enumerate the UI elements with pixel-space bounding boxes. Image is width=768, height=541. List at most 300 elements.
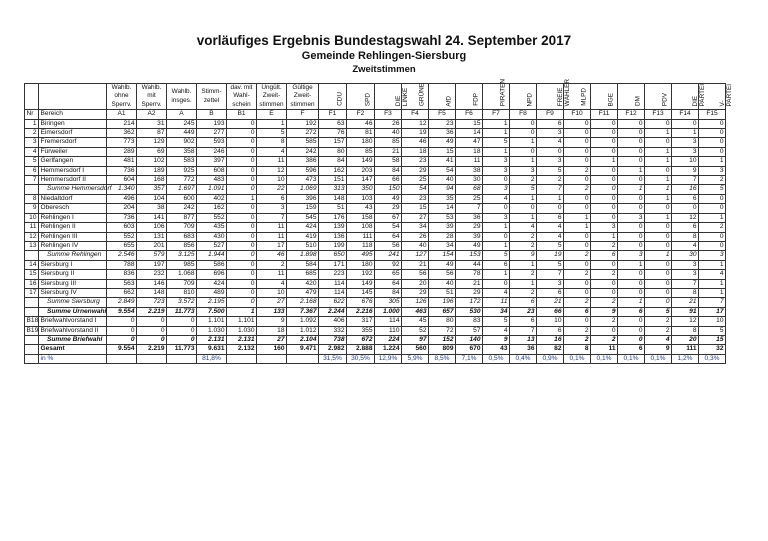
cell-value: 357 [137,185,167,194]
area-name: Oberesch [39,204,107,213]
cell-value: 15 [429,147,456,156]
cell-value: 151 [319,176,347,185]
cell-value: 146 [137,279,167,288]
cell-value: 159 [287,204,319,213]
cell-value: 8 [672,326,699,335]
cell-value: 1 [672,129,699,138]
column-code: F8 [510,110,537,119]
cell-value: 0 [618,204,645,213]
cell-value: 685 [287,270,319,279]
cell-value: 1 [483,223,510,232]
area-name: Summe Urnenwahl [39,307,107,316]
table-row [25,119,726,128]
cell-value: 463 [402,307,429,316]
cell-value: 223 [319,270,347,279]
column-code: F11 [591,110,618,119]
table-row [25,213,726,222]
cell-value: 0 [591,147,618,156]
cell-value: 40 [375,129,402,138]
cell-value: 23 [510,307,537,316]
cell-value: 2.131 [197,335,227,344]
cell-value: 2 [564,335,591,344]
cell-value: 3 [483,185,510,194]
cell-value: 246 [197,147,227,156]
cell-value: 1 [591,157,618,166]
cell-value: 111 [672,345,699,354]
cell-value: 5 [537,166,564,175]
cell-value: 0 [645,119,672,128]
cell-value: 4 [645,335,672,344]
cell-value [227,354,257,363]
cell-value: 596 [287,166,319,175]
area-name: Siersburg I [39,260,107,269]
cell-value: 585 [287,138,319,147]
cell-value: 3 [510,166,537,175]
cell-value: 114 [319,288,347,297]
cell-value: 0 [618,317,645,326]
cell-value: 985 [167,260,197,269]
cell-value: 0 [483,279,510,288]
cell-value: 0 [618,223,645,232]
cell-value: 40 [402,241,429,250]
cell-value: 0 [510,147,537,156]
cell-value: 0 [618,176,645,185]
cell-value: 108 [347,223,375,232]
cell-value: 3 [618,213,645,222]
table-row [25,138,726,147]
table-row [25,279,726,288]
cell-value: 3 [618,251,645,260]
row-number [25,345,39,354]
cell-value: 1 [645,129,672,138]
cell-value: 0,9% [537,354,564,363]
column-header: Wahlb. insges. [167,84,197,110]
cell-value: 1 [537,194,564,203]
cell-value: 32 [699,345,726,354]
cell-value: 7 [510,326,537,335]
cell-value: 16 [537,335,564,344]
cell-value: 127 [402,251,429,260]
cell-value: 4 [537,223,564,232]
row-number [25,185,39,194]
cell-value: 1.000 [375,307,402,316]
cell-value: 110 [375,326,402,335]
cell-value: 0 [227,176,257,185]
cell-value: 25 [456,194,483,203]
cell-value: 0 [672,204,699,213]
cell-value: 3 [699,166,726,175]
cell-value: 2.244 [319,307,347,316]
cell-value: 545 [287,213,319,222]
cell-value: 34 [402,223,429,232]
column-header [618,84,645,110]
cell-value: 147 [347,176,375,185]
cell-value: 1 [510,157,537,166]
cell-value: 83 [456,317,483,326]
cell-value: 45 [402,317,429,326]
cell-value: 0 [618,138,645,147]
cell-value: 0 [699,129,726,138]
cell-value: 1 [699,288,726,297]
cell-value: 103 [347,194,375,203]
cell-value: 53 [429,213,456,222]
cell-value: 2.132 [227,345,257,354]
summary-row [25,298,726,307]
column-header [25,84,39,110]
cell-value: 114 [375,317,402,326]
row-number: B19 [26,326,39,334]
cell-value: 65 [375,270,402,279]
column-code: F15 [699,110,726,119]
cell-value: 56 [402,270,429,279]
cell-value: 11 [591,345,618,354]
cell-value: 6 [564,307,591,316]
cell-value: 420 [287,279,319,288]
column-header: Ungült. Zweit-stimmen [257,84,287,110]
cell-value: 3 [483,157,510,166]
cell-value: 489 [197,288,227,297]
cell-value: 608 [197,166,227,175]
cell-value: 4 [257,147,287,156]
area-name: Summe Briefwahl [39,335,107,344]
cell-value: 449 [167,129,197,138]
cell-value: 5 [257,129,287,138]
cell-value: 386 [287,157,319,166]
cell-value: 0 [510,119,537,128]
column-header [510,84,537,110]
column-code: B1 [227,110,257,119]
area-name: Rehlingen III [39,232,107,241]
area-name: Fürweiler [39,147,107,156]
cell-value: 0 [699,194,726,203]
cell-value: 11 [483,298,510,307]
cell-value: 36 [456,213,483,222]
cell-value: 6 [537,119,564,128]
row-number: 3 [25,138,39,147]
cell-value: 12 [402,119,429,128]
party-name: PIRATEN [499,78,507,107]
cell-value: 91 [672,307,699,316]
cell-value: 29 [375,204,402,213]
cell-value: 723 [137,298,167,307]
cell-value: 0 [591,204,618,213]
cell-value: 560 [402,345,429,354]
column-header [375,84,409,110]
summary-row [25,307,726,316]
cell-value: 64 [375,279,402,288]
cell-value: 46 [257,251,287,260]
cell-value: 0 [167,317,197,326]
cell-value: 2 [564,185,591,194]
cell-value: 2.849 [107,298,137,307]
cell-value: 129 [137,138,167,147]
cell-value: 152 [429,335,456,344]
cell-value [287,354,319,363]
cell-value: 1.012 [287,326,319,335]
cell-value: 1 [645,194,672,203]
cell-value: 856 [167,241,197,250]
row-number: B18 [26,317,39,325]
cell-value: 0 [537,204,564,213]
cell-value: 192 [287,119,319,128]
table-row [25,223,726,232]
cell-value: 192 [347,270,375,279]
cell-value: 0 [618,326,645,335]
row-number: 9 [25,204,39,213]
party-name: MLPD [580,88,588,107]
cell-value: 54 [375,223,402,232]
area-name: Eimersdorf [39,129,107,138]
cell-value: 150 [375,185,402,194]
row-number: 5 [25,157,39,166]
column-header: Wahlb. mit Sperrv. [137,84,167,110]
cell-value: 6 [672,194,699,203]
cell-value: 1 [564,213,591,222]
cell-value: 38 [456,166,483,175]
cell-value: 11.773 [167,307,197,316]
cell-value: 9 [645,345,672,354]
cell-value: 809 [429,345,456,354]
cell-value: 8 [672,232,699,241]
cell-value: 1 [645,213,672,222]
cell-value: 6 [537,213,564,222]
cell-value: 0 [645,298,672,307]
cell-value: 3.572 [167,298,197,307]
cell-value: 193 [197,119,227,128]
cell-value: 0 [564,176,591,185]
cell-value: 0 [227,223,257,232]
cell-value: 0 [564,232,591,241]
cell-value: 7 [456,204,483,213]
cell-value: 9 [483,335,510,344]
table-row [25,166,726,175]
cell-value: 0 [591,260,618,269]
cell-value: 9 [510,251,537,260]
cell-value: 1.944 [197,251,227,260]
cell-value: 9 [672,166,699,175]
column-header [456,84,483,110]
cell-value: 5,9% [402,354,429,363]
cell-value: 358 [167,147,197,156]
cell-value: 0 [227,185,257,194]
cell-value: 9.631 [197,345,227,354]
cell-value: 27 [257,298,287,307]
cell-value: 305 [375,298,402,307]
cell-value: 2 [564,166,591,175]
cell-value: 0 [564,138,591,147]
cell-value: 31 [137,119,167,128]
cell-value: 6 [618,345,645,354]
cell-value: 317 [347,317,375,326]
cell-value: 2.219 [137,345,167,354]
cell-value: 14 [456,129,483,138]
cell-value: 8 [672,288,699,297]
cell-value: 0 [618,194,645,203]
cell-value: 0 [107,335,137,344]
column-header: dav. mit Wahl-schein [227,84,257,110]
cell-value: 481 [107,157,137,166]
party-name: BGE [607,92,615,107]
cell-value: 149 [347,157,375,166]
cell-value: 30,5% [347,354,375,363]
column-code: F5 [429,110,456,119]
party-name: DIE LINKE [395,87,409,107]
cell-value: 4 [257,279,287,288]
cell-value: 196 [429,298,456,307]
cell-value: 0 [564,288,591,297]
party-name: FDP [472,93,480,107]
cell-value: 17 [257,241,287,250]
cell-value: 2 [564,251,591,260]
cell-value: 176 [319,213,347,222]
subtitle: Zweitstimmen [352,64,416,75]
area-name: Rehlingen II [39,223,107,232]
cell-value: 69 [137,147,167,156]
cell-value: 149 [347,279,375,288]
table-row [25,317,726,326]
cell-value: 3 [537,279,564,288]
cell-value: 0 [618,241,645,250]
cell-value: 530 [456,307,483,316]
table-row [25,288,726,297]
cell-value: 49 [429,138,456,147]
cell-value: 0 [645,223,672,232]
cell-value: 172 [456,298,483,307]
cell-value: 738 [319,335,347,344]
cell-value: 0 [618,232,645,241]
cell-value: 0,3% [699,354,726,363]
cell-value: 4 [672,241,699,250]
cell-value: 64 [375,232,402,241]
area-name: Summe Hemmersdorf [39,185,107,194]
cell-value: 272 [287,129,319,138]
cell-value: 2 [699,223,726,232]
cell-value: 1 [483,129,510,138]
cell-value: 2.168 [287,298,319,307]
cell-value: 424 [197,279,227,288]
cell-value: 1 [699,213,726,222]
cell-value: 2 [645,317,672,326]
cell-value: 97 [402,335,429,344]
cell-value [137,354,167,363]
cell-value: 1 [227,194,257,203]
cell-value: 0 [591,129,618,138]
cell-value: 496 [107,194,137,203]
cell-value: 0 [618,157,645,166]
cell-value: 2 [591,335,618,344]
cell-value: 419 [287,232,319,241]
column-code: Bereich [39,110,107,119]
cell-value: 1 [510,194,537,203]
cell-value: 168 [137,176,167,185]
cell-value: 655 [107,241,137,250]
cell-value: 1 [618,185,645,194]
cell-value: 189 [137,166,167,175]
cell-value: 0 [537,147,564,156]
cell-value: 0 [227,288,257,297]
cell-value: 40 [429,176,456,185]
cell-value: 41 [429,157,456,166]
cell-value: 0 [564,157,591,166]
cell-value: 242 [167,204,197,213]
cell-value: 0 [227,119,257,128]
cell-value: 0 [591,288,618,297]
cell-value: 0 [591,279,618,288]
cell-value: 141 [137,213,167,222]
cell-value: 773 [107,138,137,147]
table-row [25,129,726,138]
cell-value: 11 [257,232,287,241]
cell-value: 350 [347,185,375,194]
cell-value: 241 [375,251,402,260]
cell-value: 2.982 [319,345,347,354]
cell-value: 52 [402,326,429,335]
cell-value: 2 [510,176,537,185]
cell-value: 0 [564,119,591,128]
cell-value: 199 [319,241,347,250]
party-name: SPD [364,93,371,107]
cell-value: 0 [137,335,167,344]
cell-value: 0 [699,119,726,128]
column-header [672,83,706,110]
cell-value: 0 [672,119,699,128]
column-code: F12 [618,110,645,119]
cell-value: 49 [375,194,402,203]
area-name: Briefwahlvorstand II [39,326,107,335]
cell-value: 925 [167,166,197,175]
cell-value: 201 [137,241,167,250]
cell-value: 19 [402,129,429,138]
cell-value: 2 [564,326,591,335]
cell-value: 3 [257,204,287,213]
cell-value: 111 [347,232,375,241]
cell-value: 67 [375,213,402,222]
cell-value: 4 [483,194,510,203]
cell-value: 84 [375,166,402,175]
cell-value: 586 [197,260,227,269]
cell-value: 94 [429,185,456,194]
cell-value: 0,4% [510,354,537,363]
cell-value: 153 [456,251,483,260]
cell-value: 0 [564,204,591,213]
cell-value: 1.030 [197,326,227,335]
cell-value: 0 [618,279,645,288]
cell-value: 1 [591,232,618,241]
area-name: Siersburg IV [39,288,107,297]
cell-value: 1 [645,176,672,185]
cell-value: 0 [645,166,672,175]
cell-value: 84 [319,157,347,166]
cell-value: 84 [375,288,402,297]
cell-value: 672 [347,335,375,344]
cell-value: 0,1% [591,354,618,363]
cell-value: 1.224 [375,345,402,354]
cell-value: 180 [347,260,375,269]
cell-value: 1 [510,260,537,269]
cell-value: 584 [287,260,319,269]
cell-value: 39 [456,232,483,241]
party-name: GRÜNE [418,83,426,107]
cell-value: 39 [429,223,456,232]
cell-value: 21 [537,298,564,307]
area-name: Fremersdorf [39,138,107,147]
cell-value: 66 [375,176,402,185]
municipality-title: Gemeinde Rehlingen-Siersburg [301,50,467,62]
cell-value: 3 [672,260,699,269]
cell-value: 0 [699,204,726,213]
cell-value: 242 [287,147,319,156]
cell-value: 0 [167,335,197,344]
